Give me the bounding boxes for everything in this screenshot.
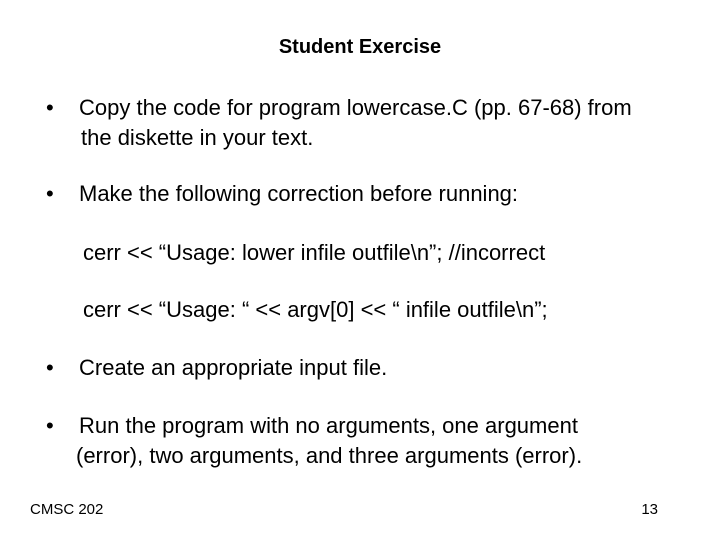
bullet-text-line1: Copy the code for program lowercase.C (pp. 67-68) from <box>79 95 632 120</box>
footer-page-number: 13 <box>641 501 658 518</box>
slide-title: Student Exercise <box>278 36 442 58</box>
bullet-text-line1: Run the program with no arguments, one argument <box>79 413 578 438</box>
code-line-incorrect: cerr << “Usage: lower infile outfile\n”; //incorrect <box>83 240 546 265</box>
bullet-text-line1: Make the following correction before running: <box>79 181 519 206</box>
code-line-correct: cerr << “Usage: “ << argv[0] << “ infile outfile\n”; <box>83 297 548 322</box>
footer-course-label: CMSC 202 <box>30 501 104 518</box>
bullet-marker: • <box>46 95 54 120</box>
bullet-text-line2: the diskette in your text. <box>81 125 314 150</box>
bullet-marker: • <box>46 181 54 206</box>
bullet-text-line2: (error), two arguments, and three arguments (error). <box>76 443 583 468</box>
bullet-text-line1: Create an appropriate input file. <box>79 355 388 380</box>
bullet-marker: • <box>46 355 54 380</box>
bullet-marker: • <box>46 413 54 438</box>
